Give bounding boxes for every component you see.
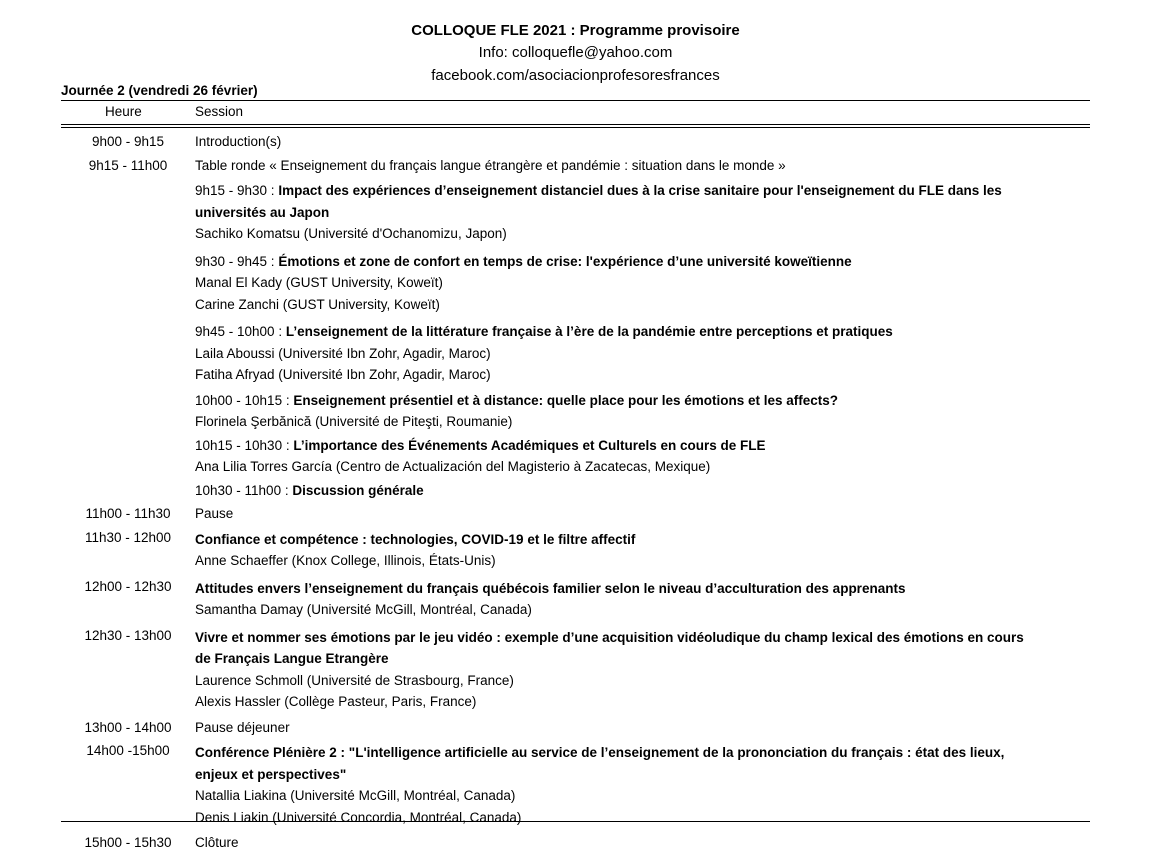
speaker: Denis Liakin (Université Concordia, Montréal, Canada) xyxy=(195,809,522,825)
schedule-row xyxy=(61,623,1090,715)
talk-time: 9h45 - 10h00 : xyxy=(195,324,286,339)
speaker: Samantha Damay (Université McGill, Montréal, Canada) xyxy=(195,602,532,617)
header-rule-1 xyxy=(61,124,1090,125)
talk-title: Discussion générale xyxy=(292,482,424,498)
speaker: Fatiha Afryad (Université Ibn Zohr, Agadir, Maroc) xyxy=(195,367,491,382)
session-title: Table ronde « Enseignement du français langue étrangère et pandémie : situation dans le monde » xyxy=(195,157,786,173)
row-time: 12h30 - 13h00 xyxy=(84,627,172,643)
schedule-row xyxy=(61,129,1090,153)
session-title-cont: enjeux et perspectives" xyxy=(195,766,347,782)
schedule-row xyxy=(61,715,1090,739)
row-time: 9h00 - 9h15 xyxy=(91,134,165,149)
talk-title-cont: universités au Japon xyxy=(195,204,330,220)
session-title: Pause xyxy=(195,506,234,521)
talk-title: L’enseignement de la littérature française à l’ère de la pandémie entre perceptions et pratiques xyxy=(285,324,893,339)
row-time xyxy=(61,176,195,247)
row-time: 12h00 - 12h30 xyxy=(84,578,172,594)
header-rule-2 xyxy=(61,127,1090,128)
session-title: Attitudes envers l’enseignement du français québécois familier selon le niveau d’acculturation des apprenants xyxy=(195,580,906,596)
schedule-row xyxy=(61,525,1090,574)
session-title: Clôture xyxy=(195,835,239,850)
speaker: Manal El Kady (GUST University, Koweït) xyxy=(195,275,443,290)
speaker: Natallia Liakina (Université McGill, Montréal, Canada) xyxy=(195,788,516,803)
row-time: 13h00 - 14h00 xyxy=(84,719,172,735)
speaker: Carine Zanchi (GUST University, Koweït) xyxy=(195,296,440,312)
talk-title: Enseignement présentiel et à distance: quelle place pour les émotions et les affects? xyxy=(293,392,839,408)
schedule-row xyxy=(61,153,1090,177)
speaker: Laurence Schmoll (Université de Strasbourg, France) xyxy=(195,672,514,688)
session-title: Introduction(s) xyxy=(195,134,282,149)
schedule-table xyxy=(61,129,1090,854)
row-time: 15h00 - 15h30 xyxy=(84,835,172,850)
session-title-cont: de Français Langue Etrangère xyxy=(195,651,389,666)
facebook-link: facebook.com/asociacionprofesoresfrances xyxy=(431,67,720,84)
schedule-row xyxy=(61,738,1090,830)
talk-time: 10h15 - 10h30 : xyxy=(195,437,294,453)
row-time: 9h15 - 11h00 xyxy=(88,157,168,173)
row-time: 11h00 - 11h30 xyxy=(85,506,171,521)
talk-time: 10h00 - 10h15 : xyxy=(195,392,294,408)
schedule-row xyxy=(61,830,1090,854)
row-time xyxy=(61,478,195,502)
row-time xyxy=(61,433,195,478)
schedule-row xyxy=(61,574,1090,623)
bottom-rule xyxy=(61,821,1090,822)
schedule-row xyxy=(61,478,1090,502)
speaker: Laila Aboussi (Université Ibn Zohr, Agadir, Maroc) xyxy=(195,345,491,361)
talk-title: L’importance des Événements Académiques et Culturels en cours de FLE xyxy=(293,437,766,453)
column-header-session: Session xyxy=(195,104,244,119)
talk-title: Impact des expériences d’enseignement distanciel dues à la crise sanitaire pour l'enseignement du FLE dans les xyxy=(278,183,1002,198)
speaker: Sachiko Komatsu (Université d'Ochanomizu, Japon) xyxy=(195,226,507,241)
row-time: 14h00 -15h00 xyxy=(86,743,170,758)
schedule-row xyxy=(61,388,1090,433)
page-title: COLLOQUE FLE 2021 : Programme provisoire xyxy=(411,22,740,39)
speaker: Florinela Şerbănică (Université de Piteşti, Roumanie) xyxy=(195,414,513,429)
talk-time: 9h30 - 9h45 : xyxy=(195,253,279,269)
session-title: Vivre et nommer ses émotions par le jeu vidéo : exemple d’une acquisition vidéoludique du champ lexical des émotions en cours xyxy=(195,629,1024,645)
schedule-row xyxy=(61,247,1090,318)
row-time xyxy=(61,247,195,318)
row-time xyxy=(61,317,195,388)
row-time xyxy=(61,388,195,433)
session-title: Pause déjeuner xyxy=(195,719,290,735)
speaker: Anne Schaeffer (Knox College, Illinois, États-Unis) xyxy=(195,553,496,568)
schedule-row xyxy=(61,176,1090,247)
talk-title: Émotions et zone de confort en temps de crise: l'expérience d’une université koweïtienne xyxy=(278,253,852,269)
session-title: Conférence Plénière 2 : "L'intelligence artificielle au service de l’enseignement de la prononciation du français : état des lieux, xyxy=(195,745,1005,760)
schedule-row xyxy=(61,433,1090,478)
schedule-row xyxy=(61,317,1090,388)
column-header-time: Heure xyxy=(105,104,142,119)
top-rule xyxy=(61,100,1090,101)
row-time: 11h30 - 12h00 xyxy=(84,529,172,545)
contact-email: Info: colloquefle@yahoo.com xyxy=(478,44,673,61)
schedule-row xyxy=(61,501,1090,525)
speaker: Alexis Hassler (Collège Pasteur, Paris, France) xyxy=(195,694,477,709)
day-heading: Journée 2 (vendredi 26 février) xyxy=(61,83,258,98)
talk-time: 9h15 - 9h30 : xyxy=(195,183,279,198)
session-title: Confiance et compétence : technologies, COVID-19 et le filtre affectif xyxy=(195,531,636,547)
talk-time: 10h30 - 11h00 : xyxy=(195,482,293,498)
speaker: Ana Lilia Torres García (Centro de Actualización del Magisterio à Zacatecas, Mexique) xyxy=(195,459,711,474)
